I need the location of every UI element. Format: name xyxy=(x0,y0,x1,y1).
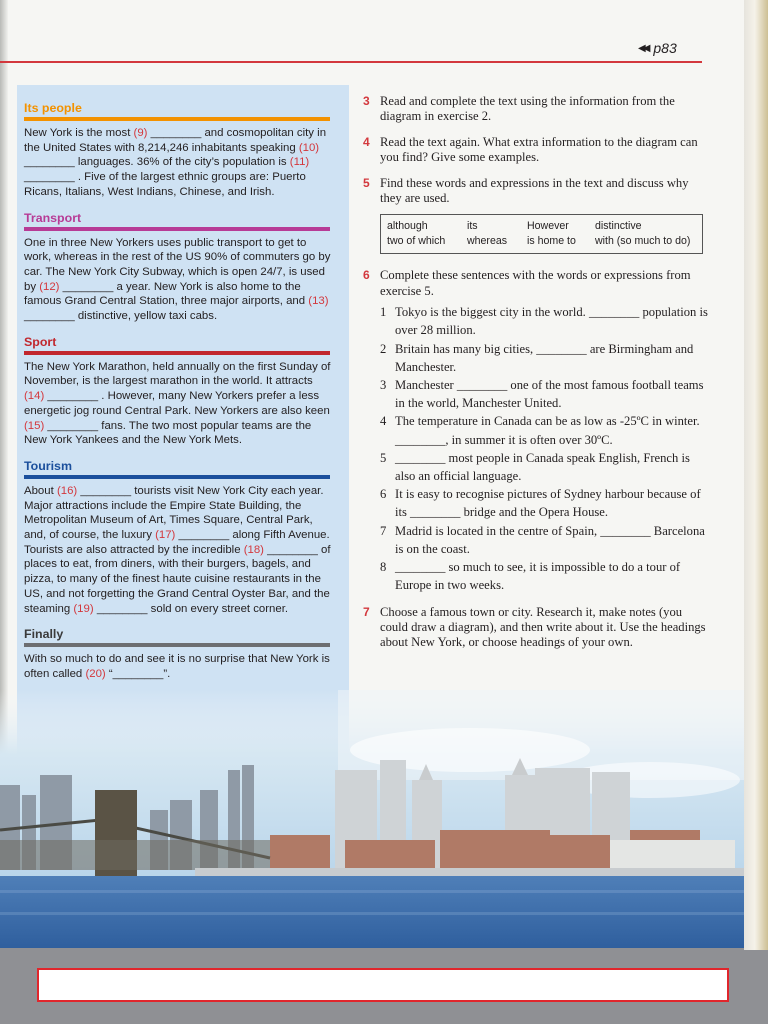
gap-number: (19) xyxy=(73,602,94,615)
section-tourism xyxy=(24,458,332,616)
sentence-number: 7 xyxy=(380,523,387,538)
gap-number: (18) xyxy=(243,543,264,556)
sentence-text: Britain has many big cities, ________ are Birmingham and Manchester. xyxy=(395,341,694,374)
word-box-item: However xyxy=(527,220,569,233)
word-box-item: whereas xyxy=(467,235,508,248)
text-segment: The New York Marathon, held annually on the first Sunday of November, is the largest marathon in the world. It attracts xyxy=(24,360,331,388)
sentence-text: Tokyo is the biggest city in the world. ________ population is over 28 million. xyxy=(395,305,708,338)
sentence-item xyxy=(380,558,708,594)
exercise-4 xyxy=(363,135,708,166)
reading-text-column xyxy=(24,100,332,692)
sentence-text: Manchester ________ one of the most famous football teams in the world, Manchester United. xyxy=(395,378,704,411)
answer-input-box[interactable] xyxy=(37,968,729,1002)
gap-number: (20) xyxy=(85,667,106,680)
text-segment: New York is the most xyxy=(24,127,134,139)
section-rule xyxy=(24,117,330,121)
sentence-number: 6 xyxy=(380,487,387,502)
page-number xyxy=(638,40,677,56)
exercise-7 xyxy=(363,605,708,651)
sentence-item xyxy=(380,485,708,521)
section-transport xyxy=(24,210,332,324)
double-left-arrow-icon: ◀◀ xyxy=(638,42,648,54)
new-york-skyline-photo xyxy=(0,690,748,948)
section-paragraph xyxy=(24,652,332,681)
exercise-instruction: Choose a famous town or city. Research it, make notes (you could draw a diagram), and then write about it. Use the headings about New York, or choose headings of your own. xyxy=(380,604,706,650)
text-segment: ________ fans. The two most popular teams are the New York Yankees and the New York Mets. xyxy=(24,419,312,447)
gap-number: (10) xyxy=(298,141,320,154)
word-box-item: two of which xyxy=(387,235,446,248)
page-edge xyxy=(744,0,768,950)
exercise-5 xyxy=(363,176,708,207)
word-box-item: although xyxy=(387,220,428,233)
exercise-number: 4 xyxy=(363,134,370,149)
sentence-number: 4 xyxy=(380,414,387,429)
page-number-label: p83 xyxy=(653,40,677,56)
gap-number: (14) xyxy=(24,390,45,403)
exercise-number: 6 xyxy=(363,268,370,283)
section-heading: Finally xyxy=(24,627,64,642)
text-segment: One in three New Yorkers uses public transport to get to work, whereas in the rest of the US 90% of commuters go by car. The New York City Subway, which is open 24/7, is used by xyxy=(24,236,331,293)
section-heading: Tourism xyxy=(24,458,72,473)
sentence-item xyxy=(380,340,708,376)
exercise-number: 5 xyxy=(363,175,370,190)
text-segment: ________ languages. 36% of the city’s population is xyxy=(24,156,290,169)
gap-number: (16) xyxy=(56,484,78,497)
header-rule xyxy=(0,61,702,63)
sentence-number: 8 xyxy=(380,560,387,575)
word-box-item: distinctive xyxy=(595,220,642,233)
section-paragraph xyxy=(24,236,332,324)
text-segment: ________ distinctive, yellow taxi cabs. xyxy=(24,310,218,323)
section-finally xyxy=(24,626,332,681)
section-sport xyxy=(24,334,332,448)
section-its-people xyxy=(24,100,332,200)
gap-number: (11) xyxy=(289,156,310,169)
gap-number: (15) xyxy=(24,419,45,432)
section-rule xyxy=(24,475,330,479)
sentence-text: It is easy to recognise pictures of Sydney harbour because of its ________ bridge and the Opera House. xyxy=(395,487,701,520)
exercise-instruction: Find these words and expressions in the text and discuss why they are used. xyxy=(380,175,689,206)
section-paragraph xyxy=(24,360,332,448)
section-heading: Its people xyxy=(24,101,82,115)
gap-number: (17) xyxy=(155,529,176,542)
exercise-number: 7 xyxy=(363,604,370,619)
word-box xyxy=(380,214,703,254)
section-rule xyxy=(24,351,330,355)
word-box-item: is home to xyxy=(527,235,576,248)
exercise-6 xyxy=(363,268,708,594)
text-segment: ________ sold on every street corner. xyxy=(93,602,289,615)
section-heading: Transport xyxy=(24,210,82,225)
exercises-column xyxy=(363,94,708,661)
sentence-number: 5 xyxy=(380,450,387,465)
sentence-item xyxy=(380,303,708,339)
section-heading: Sport xyxy=(24,334,57,349)
exercise-instruction: Complete these sentences with the words or expressions from exercise 5. xyxy=(380,268,691,298)
gap-number: (9) xyxy=(133,127,148,139)
sentence-number: 2 xyxy=(380,341,387,356)
sentence-text: Madrid is located in the centre of Spain, ________ Barcelona is on the coast. xyxy=(395,523,705,556)
section-rule xyxy=(24,643,330,647)
sentence-text: ________ so much to see, it is impossible to do a tour of Europe in two weeks. xyxy=(395,560,681,593)
sentence-item xyxy=(380,376,708,412)
text-segment: ________ . However, many New Yorkers prefer a less energetic jog round Central Park. New Yorkers are also keen xyxy=(24,390,330,417)
exercise-3 xyxy=(363,94,708,125)
section-paragraph xyxy=(24,484,332,616)
gap-number: (12) xyxy=(39,280,60,293)
sentence-item xyxy=(380,522,708,558)
section-rule xyxy=(24,227,330,231)
text-segment: ________ . Five of the largest ethnic groups are: Puerto Ricans, Italians, West Indians, Chinese, and Irish. xyxy=(24,171,306,198)
word-box-item: with (so much to do) xyxy=(595,235,691,248)
text-segment: ________ tourists visit New York City each year. Major attractions include the Empire State Building, the Metropolitan Museum of Art, Times Square, Central Park, and, of course, the luxury xyxy=(24,484,324,542)
gap-number: (13) xyxy=(308,295,329,308)
exercise-instruction: Read the text again. What extra information to the diagram can you find? Give some examples. xyxy=(380,134,698,165)
text-segment: About xyxy=(24,484,57,497)
exercise-instruction: Read and complete the text using the information from the diagram in exercise 2. xyxy=(380,94,675,124)
sentence-item xyxy=(380,412,708,448)
section-paragraph xyxy=(24,126,332,200)
sentence-text: The temperature in Canada can be as low as -25ºC in winter. ________, in summer it is often over 30ºC. xyxy=(395,414,700,447)
sentence-item xyxy=(380,449,708,485)
text-segment: ________ a year. New York is also home to the famous Grand Central Station, three major airports, and xyxy=(24,280,309,308)
sentence-text: ________ most people in Canada speak English, French is also an official language. xyxy=(395,450,690,484)
sentence-number: 1 xyxy=(380,305,387,320)
text-segment: “________”. xyxy=(105,667,171,680)
exercise-6-items xyxy=(380,303,708,594)
text-segment: ________ and cosmopolitan city in the United States with 8,214,246 inhabitants speaking xyxy=(24,127,327,154)
sentence-number: 3 xyxy=(380,378,387,393)
text-segment: With so much to do and see it is no surprise that New York is often called xyxy=(24,653,330,680)
exercise-number: 3 xyxy=(363,94,370,108)
text-segment: ________ along Fifth Avenue. Tourists are also attracted by the incredible xyxy=(24,529,330,556)
word-box-item: its xyxy=(467,220,478,233)
text-segment: ________ of places to eat, from diners, with their burgers, bagels, and pizza, to many of the finest haute cuisine restaurants in the US, and not forgetting the Grand Central Oyster Bar, and the steaming xyxy=(24,543,331,615)
